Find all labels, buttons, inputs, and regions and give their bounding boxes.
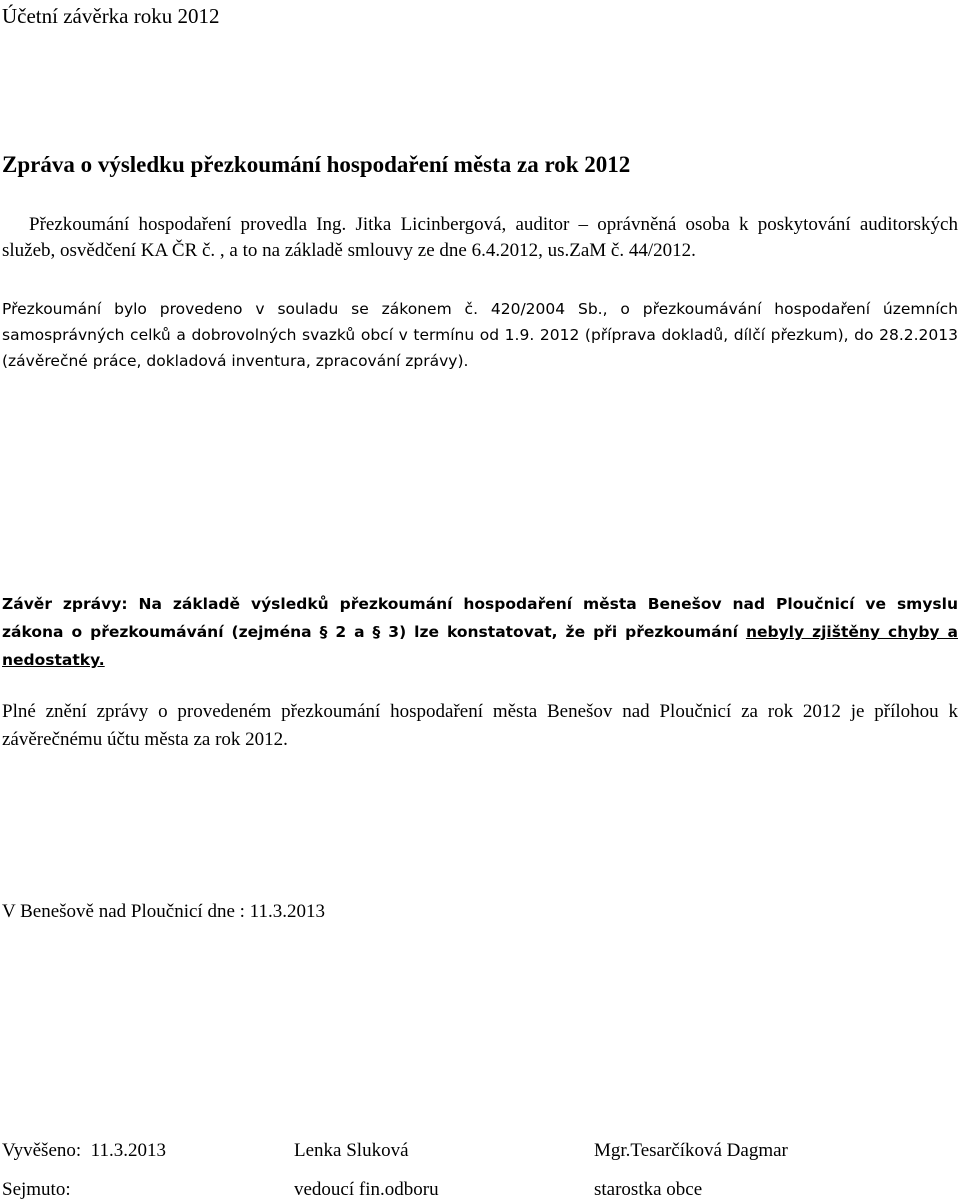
place-date-line: V Benešově nad Ploučnicí dne : 11.3.2013: [2, 901, 325, 922]
signer-2-name: Mgr.Tesarčíková Dagmar: [594, 1140, 788, 1161]
report-heading: Zpráva o výsledku přezkoumání hospodaření města za rok 2012: [2, 152, 631, 177]
signer-1-role: vedoucí fin.odboru: [294, 1179, 439, 1200]
conclusion-paragraph: [2, 590, 958, 674]
posted-date: 11.3.2013: [90, 1140, 166, 1161]
signature-row-posted: [2, 1137, 952, 1165]
conclusion-underlined-text: nebyly zjištěny chyby a nedostatky.: [2, 623, 958, 669]
posted-label: [2, 1137, 166, 1165]
conclusion-text: Závěr zprávy: Na základě výsledků přezkoumání hospodaření města Benešov nad Ploučnicí ve smyslu zákona o přezkoumávání (zejména § 2 a § 3) lze konstatovat, že při přezkoumání: [2, 595, 958, 641]
auditor-paragraph: Přezkoumání hospodaření provedla Ing. Jitka Licinbergová, auditor – oprávněná osoba k poskytování auditorských služeb, osvědčení KA ČR č. , a to na základě smlouvy ze dne 6.4.2012, us.ZaM č. 44/2012.: [2, 214, 958, 261]
full-report-paragraph: Plné znění zprávy o provedeném přezkoumání hospodaření města Benešov nad Ploučnicí za rok 2012 je přílohou k závěrečnému účtu města za rok 2012.: [2, 701, 958, 750]
document-title: Účetní závěrka roku 2012: [2, 4, 220, 28]
removed-label: Sejmuto:: [2, 1179, 71, 1200]
legal-basis-paragraph: Přezkoumání bylo provedeno v souladu se zákonem č. 420/2004 Sb., o přezkoumávání hospodaření územních samosprávných celků a dobrovolných svazků obcí v termínu od 1.9. 2012 (příprava dokladů, dílčí přezkum), do 28.2.2013 (závěrečné práce, dokladová inventura, zpracování zprávy).: [2, 300, 958, 370]
signature-row-removed: [2, 1176, 952, 1204]
signer-1-name: Lenka Sluková: [294, 1140, 409, 1161]
posted-label-text: Vyvěšeno:: [2, 1140, 82, 1161]
signer-2-role: starostka obce: [594, 1179, 703, 1200]
